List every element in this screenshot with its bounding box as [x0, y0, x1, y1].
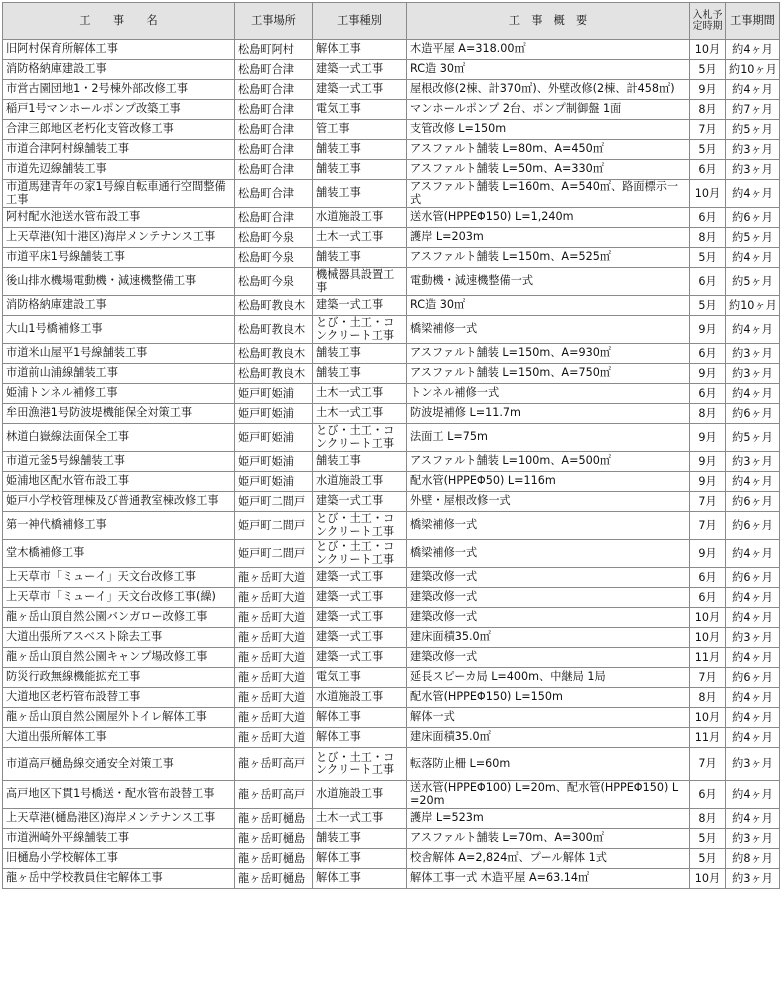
cell-location: 松島町教良木: [235, 296, 313, 316]
cell-summary: 配水管(HPPEΦ150) L=150m: [407, 688, 690, 708]
cell-bid-timing: 7月: [690, 492, 726, 512]
cell-location: 龍ヶ岳町高戸: [235, 748, 313, 781]
cell-project-name: 消防格納庫建設工事: [3, 60, 235, 80]
cell-bid-timing: 5月: [690, 849, 726, 869]
cell-summary: 転落防止柵 L=60m: [407, 748, 690, 781]
table-row: [3, 849, 780, 869]
cell-summary: 護岸 L=523m: [407, 809, 690, 829]
cell-project-name: 稲戸1号マンホールポンプ改築工事: [3, 100, 235, 120]
cell-bid-timing: 5月: [690, 140, 726, 160]
cell-project-name: 市道馬建青年の家1号線自転車通行空間整備工事: [3, 180, 235, 208]
cell-project-name: 高戸地区下貫1号橋送・配水管布設替工事: [3, 781, 235, 809]
cell-bid-timing: 10月: [690, 869, 726, 889]
cell-work-type: 舗装工事: [313, 140, 407, 160]
cell-work-type: 舗装工事: [313, 180, 407, 208]
table-row: [3, 568, 780, 588]
cell-project-name: 市道合津阿村線舗装工事: [3, 140, 235, 160]
cell-work-type: 水道施設工事: [313, 472, 407, 492]
cell-project-name: 市道米山屋平1号線舗装工事: [3, 344, 235, 364]
cell-summary: 解体一式: [407, 708, 690, 728]
cell-project-name: 大道地区老朽管布設替工事: [3, 688, 235, 708]
cell-summary: 橋梁補修一式: [407, 540, 690, 568]
cell-project-name: 旧樋島小学校解体工事: [3, 849, 235, 869]
cell-summary: 屋根改修(2棟、計370㎡)、外壁改修(2棟、計458㎡): [407, 80, 690, 100]
cell-period: 約7ヶ月: [726, 100, 780, 120]
cell-summary: 橋梁補修一式: [407, 316, 690, 344]
cell-project-name: 防災行政無線機能拡充工事: [3, 668, 235, 688]
cell-bid-timing: 6月: [690, 568, 726, 588]
table-row: [3, 512, 780, 540]
cell-bid-timing: 11月: [690, 728, 726, 748]
cell-summary: アスファルト舗装 L=160m、A=540㎡、路面標示一式: [407, 180, 690, 208]
cell-summary: アスファルト舗装 L=150m、A=930㎡: [407, 344, 690, 364]
cell-project-name: 旧阿村保育所解体工事: [3, 40, 235, 60]
cell-location: 松島町合津: [235, 180, 313, 208]
cell-project-name: 第一神代橋補修工事: [3, 512, 235, 540]
cell-summary: 支管改修 L=150m: [407, 120, 690, 140]
table-row: [3, 748, 780, 781]
cell-bid-timing: 10月: [690, 608, 726, 628]
cell-period: 約5ヶ月: [726, 424, 780, 452]
cell-bid-timing: 9月: [690, 364, 726, 384]
table-row: [3, 809, 780, 829]
cell-period: 約4ヶ月: [726, 728, 780, 748]
cell-summary: 送水管(HPPEΦ150) L=1,240m: [407, 208, 690, 228]
cell-location: 松島町今泉: [235, 248, 313, 268]
cell-period: 約6ヶ月: [726, 512, 780, 540]
cell-project-name: 龍ヶ岳山頂自然公園屋外トイレ解体工事: [3, 708, 235, 728]
cell-summary: 配水管(HPPEΦ50) L=116m: [407, 472, 690, 492]
cell-location: 松島町今泉: [235, 268, 313, 296]
cell-project-name: 合津三郎地区老朽化支管改修工事: [3, 120, 235, 140]
table-row: [3, 628, 780, 648]
cell-location: 龍ヶ岳町大道: [235, 708, 313, 728]
cell-period: 約4ヶ月: [726, 608, 780, 628]
cell-period: 約6ヶ月: [726, 568, 780, 588]
cell-work-type: 建築一式工事: [313, 296, 407, 316]
header-summary: 工 事 概 要: [407, 3, 690, 40]
table-row: [3, 648, 780, 668]
table-row: [3, 160, 780, 180]
cell-bid-timing: 10月: [690, 40, 726, 60]
cell-work-type: 建築一式工事: [313, 648, 407, 668]
cell-location: 龍ヶ岳町大道: [235, 568, 313, 588]
cell-summary: アスファルト舗装 L=80m、A=450㎡: [407, 140, 690, 160]
table-row: [3, 40, 780, 60]
table-row: [3, 384, 780, 404]
table-row: [3, 404, 780, 424]
cell-project-name: 上天草港(樋島港区)海岸メンテナンス工事: [3, 809, 235, 829]
table-row: [3, 668, 780, 688]
cell-work-type: 解体工事: [313, 869, 407, 889]
cell-work-type: 建築一式工事: [313, 608, 407, 628]
cell-work-type: 建築一式工事: [313, 568, 407, 588]
cell-period: 約4ヶ月: [726, 540, 780, 568]
cell-location: 松島町合津: [235, 100, 313, 120]
cell-period: 約3ヶ月: [726, 869, 780, 889]
cell-bid-timing: 5月: [690, 60, 726, 80]
cell-location: 松島町教良木: [235, 344, 313, 364]
cell-location: 松島町合津: [235, 120, 313, 140]
cell-project-name: 上天草港(知十港区)海岸メンテナンス工事: [3, 228, 235, 248]
cell-period: 約4ヶ月: [726, 180, 780, 208]
cell-period: 約4ヶ月: [726, 40, 780, 60]
cell-period: 約6ヶ月: [726, 208, 780, 228]
cell-work-type: 舗装工事: [313, 160, 407, 180]
table-row: [3, 248, 780, 268]
cell-bid-timing: 10月: [690, 180, 726, 208]
cell-project-name: 上天草市「ミューイ」天文台改修工事: [3, 568, 235, 588]
cell-work-type: 舗装工事: [313, 344, 407, 364]
cell-bid-timing: 7月: [690, 668, 726, 688]
cell-work-type: 建築一式工事: [313, 80, 407, 100]
cell-location: 松島町合津: [235, 60, 313, 80]
cell-project-name: 堂木橋補修工事: [3, 540, 235, 568]
cell-period: 約5ヶ月: [726, 268, 780, 296]
table-row: [3, 588, 780, 608]
cell-location: 姫戸町姫浦: [235, 452, 313, 472]
cell-period: 約3ヶ月: [726, 748, 780, 781]
cell-work-type: とび・土工・コンクリート工事: [313, 424, 407, 452]
cell-location: 龍ヶ岳町樋島: [235, 869, 313, 889]
cell-work-type: 電気工事: [313, 668, 407, 688]
cell-project-name: 龍ヶ岳山頂自然公園キャンプ場改修工事: [3, 648, 235, 668]
header-row: [3, 3, 780, 40]
cell-bid-timing: 10月: [690, 708, 726, 728]
cell-summary: 橋梁補修一式: [407, 512, 690, 540]
cell-work-type: 解体工事: [313, 849, 407, 869]
cell-location: 姫戸町姫浦: [235, 404, 313, 424]
cell-work-type: 解体工事: [313, 708, 407, 728]
table-row: [3, 708, 780, 728]
cell-project-name: 姫浦トンネル補修工事: [3, 384, 235, 404]
cell-work-type: 建築一式工事: [313, 60, 407, 80]
cell-bid-timing: 5月: [690, 248, 726, 268]
cell-location: 姫戸町二間戸: [235, 512, 313, 540]
cell-summary: アスファルト舗装 L=70m、A=300㎡: [407, 829, 690, 849]
cell-work-type: とび・土工・コンクリート工事: [313, 540, 407, 568]
cell-bid-timing: 9月: [690, 424, 726, 452]
table-row: [3, 316, 780, 344]
table-row: [3, 492, 780, 512]
cell-summary: 送水管(HPPEΦ100) L=20m、配水管(HPPEΦ150) L=20m: [407, 781, 690, 809]
cell-period: 約3ヶ月: [726, 452, 780, 472]
table-row: [3, 180, 780, 208]
cell-summary: 解体工事一式 木造平屋 A=63.14㎡: [407, 869, 690, 889]
cell-bid-timing: 9月: [690, 80, 726, 100]
cell-period: 約4ヶ月: [726, 588, 780, 608]
cell-location: 龍ヶ岳町樋島: [235, 809, 313, 829]
cell-work-type: 機械器具設置工事: [313, 268, 407, 296]
cell-work-type: 舗装工事: [313, 248, 407, 268]
table-row: [3, 688, 780, 708]
cell-bid-timing: 7月: [690, 512, 726, 540]
table-row: [3, 140, 780, 160]
cell-location: 松島町阿村: [235, 40, 313, 60]
cell-location: 松島町合津: [235, 208, 313, 228]
cell-period: 約3ヶ月: [726, 829, 780, 849]
cell-bid-timing: 5月: [690, 296, 726, 316]
cell-location: 龍ヶ岳町大道: [235, 628, 313, 648]
cell-location: 松島町今泉: [235, 228, 313, 248]
cell-location: 龍ヶ岳町樋島: [235, 849, 313, 869]
cell-summary: アスファルト舗装 L=100m、A=500㎡: [407, 452, 690, 472]
cell-summary: RC造 30㎡: [407, 60, 690, 80]
cell-summary: 防波堤補修 L=11.7m: [407, 404, 690, 424]
cell-work-type: 舗装工事: [313, 829, 407, 849]
cell-work-type: 水道施設工事: [313, 688, 407, 708]
cell-location: 姫戸町姫浦: [235, 472, 313, 492]
cell-bid-timing: 6月: [690, 588, 726, 608]
cell-work-type: とび・土工・コンクリート工事: [313, 316, 407, 344]
cell-summary: 延長スピーカ局 L=400m、中継局 1局: [407, 668, 690, 688]
cell-period: 約3ヶ月: [726, 628, 780, 648]
table-row: [3, 452, 780, 472]
cell-work-type: 解体工事: [313, 40, 407, 60]
cell-period: 約4ヶ月: [726, 708, 780, 728]
header-bid-timing: 入札予定時期: [690, 3, 726, 40]
cell-period: 約5ヶ月: [726, 120, 780, 140]
header-period: 工事期間: [726, 3, 780, 40]
cell-summary: 護岸 L=203m: [407, 228, 690, 248]
cell-project-name: 姫浦地区配水管布設工事: [3, 472, 235, 492]
cell-bid-timing: 5月: [690, 829, 726, 849]
table-row: [3, 208, 780, 228]
cell-bid-timing: 7月: [690, 748, 726, 781]
cell-bid-timing: 9月: [690, 540, 726, 568]
header-name: 工 事 名: [3, 3, 235, 40]
cell-project-name: 市道高戸樋島線交通安全対策工事: [3, 748, 235, 781]
cell-period: 約3ヶ月: [726, 140, 780, 160]
cell-period: 約3ヶ月: [726, 344, 780, 364]
cell-period: 約4ヶ月: [726, 688, 780, 708]
construction-schedule-table: [2, 2, 780, 889]
cell-period: 約4ヶ月: [726, 809, 780, 829]
cell-location: 姫戸町姫浦: [235, 424, 313, 452]
cell-summary: 建築改修一式: [407, 588, 690, 608]
cell-location: 龍ヶ岳町大道: [235, 608, 313, 628]
cell-project-name: 林道白嶽線法面保全工事: [3, 424, 235, 452]
cell-period: 約3ヶ月: [726, 160, 780, 180]
cell-bid-timing: 9月: [690, 472, 726, 492]
cell-work-type: 土木一式工事: [313, 404, 407, 424]
cell-location: 龍ヶ岳町大道: [235, 668, 313, 688]
cell-location: 姫戸町二間戸: [235, 492, 313, 512]
cell-project-name: 市道前山浦線舗装工事: [3, 364, 235, 384]
cell-summary: 校舎解体 A=2,824㎡、プール解体 1式: [407, 849, 690, 869]
cell-project-name: 大道出張所アスベスト除去工事: [3, 628, 235, 648]
cell-period: 約10ヶ月: [726, 296, 780, 316]
table-row: [3, 829, 780, 849]
cell-bid-timing: 9月: [690, 316, 726, 344]
table-row: [3, 100, 780, 120]
cell-location: 龍ヶ岳町大道: [235, 688, 313, 708]
cell-period: 約8ヶ月: [726, 849, 780, 869]
cell-bid-timing: 8月: [690, 688, 726, 708]
cell-work-type: 土木一式工事: [313, 809, 407, 829]
cell-period: 約4ヶ月: [726, 384, 780, 404]
table-row: [3, 268, 780, 296]
cell-location: 龍ヶ岳町樋島: [235, 829, 313, 849]
cell-project-name: 市営古園団地1・2号棟外部改修工事: [3, 80, 235, 100]
cell-work-type: 土木一式工事: [313, 384, 407, 404]
table-row: [3, 344, 780, 364]
cell-work-type: 建築一式工事: [313, 492, 407, 512]
cell-work-type: 建築一式工事: [313, 628, 407, 648]
cell-project-name: 大山1号橋補修工事: [3, 316, 235, 344]
cell-bid-timing: 6月: [690, 384, 726, 404]
cell-project-name: 姫戸小学校管理棟及び普通教室棟改修工事: [3, 492, 235, 512]
cell-work-type: 土木一式工事: [313, 228, 407, 248]
cell-period: 約6ヶ月: [726, 668, 780, 688]
table-row: [3, 424, 780, 452]
cell-location: 龍ヶ岳町高戸: [235, 781, 313, 809]
cell-summary: マンホールポンプ 2台、ポンプ制御盤 1面: [407, 100, 690, 120]
cell-project-name: 市道先辺線舗装工事: [3, 160, 235, 180]
table-row: [3, 472, 780, 492]
cell-summary: RC造 30㎡: [407, 296, 690, 316]
cell-bid-timing: 11月: [690, 648, 726, 668]
cell-summary: 建床面積35.0㎡: [407, 728, 690, 748]
cell-project-name: 市道元釜5号線舗装工事: [3, 452, 235, 472]
cell-summary: 外壁・屋根改修一式: [407, 492, 690, 512]
cell-project-name: 市道平床1号線舗装工事: [3, 248, 235, 268]
table-row: [3, 296, 780, 316]
cell-summary: 建床面積35.0㎡: [407, 628, 690, 648]
cell-location: 姫戸町二間戸: [235, 540, 313, 568]
cell-project-name: 市道洲崎外平線舗装工事: [3, 829, 235, 849]
cell-project-name: 龍ヶ岳中学校教員住宅解体工事: [3, 869, 235, 889]
cell-work-type: 解体工事: [313, 728, 407, 748]
cell-summary: アスファルト舗装 L=50m、A=330㎡: [407, 160, 690, 180]
cell-summary: アスファルト舗装 L=150m、A=750㎡: [407, 364, 690, 384]
cell-bid-timing: 8月: [690, 100, 726, 120]
table-row: [3, 869, 780, 889]
cell-period: 約4ヶ月: [726, 248, 780, 268]
cell-bid-timing: 10月: [690, 628, 726, 648]
table-row: [3, 608, 780, 628]
cell-summary: トンネル補修一式: [407, 384, 690, 404]
cell-period: 約4ヶ月: [726, 316, 780, 344]
cell-location: 姫戸町姫浦: [235, 384, 313, 404]
cell-work-type: 建築一式工事: [313, 588, 407, 608]
cell-work-type: 電気工事: [313, 100, 407, 120]
table-row: [3, 781, 780, 809]
cell-period: 約3ヶ月: [726, 364, 780, 384]
table-row: [3, 60, 780, 80]
cell-period: 約10ヶ月: [726, 60, 780, 80]
cell-period: 約4ヶ月: [726, 80, 780, 100]
cell-location: 龍ヶ岳町大道: [235, 728, 313, 748]
cell-period: 約6ヶ月: [726, 492, 780, 512]
table-row: [3, 80, 780, 100]
cell-project-name: 阿村配水池送水管布設工事: [3, 208, 235, 228]
cell-bid-timing: 9月: [690, 452, 726, 472]
cell-location: 松島町合津: [235, 140, 313, 160]
cell-summary: 法面工 L=75m: [407, 424, 690, 452]
cell-work-type: とび・土工・コンクリート工事: [313, 748, 407, 781]
cell-summary: 木造平屋 A=318.00㎡: [407, 40, 690, 60]
cell-summary: 建築改修一式: [407, 568, 690, 588]
cell-summary: アスファルト舗装 L=150m、A=525㎡: [407, 248, 690, 268]
header-type: 工事種別: [313, 3, 407, 40]
cell-bid-timing: 7月: [690, 120, 726, 140]
cell-project-name: 大道出張所解体工事: [3, 728, 235, 748]
cell-period: 約4ヶ月: [726, 648, 780, 668]
cell-location: 松島町教良木: [235, 316, 313, 344]
cell-period: 約6ヶ月: [726, 404, 780, 424]
cell-period: 約5ヶ月: [726, 228, 780, 248]
cell-bid-timing: 6月: [690, 344, 726, 364]
cell-location: 松島町教良木: [235, 364, 313, 384]
cell-work-type: 水道施設工事: [313, 781, 407, 809]
table-row: [3, 728, 780, 748]
cell-bid-timing: 6月: [690, 781, 726, 809]
cell-period: 約4ヶ月: [726, 781, 780, 809]
header-place: 工事場所: [235, 3, 313, 40]
cell-location: 龍ヶ岳町大道: [235, 588, 313, 608]
cell-work-type: 管工事: [313, 120, 407, 140]
cell-location: 松島町合津: [235, 80, 313, 100]
cell-bid-timing: 8月: [690, 809, 726, 829]
cell-bid-timing: 6月: [690, 268, 726, 296]
cell-summary: 建築改修一式: [407, 608, 690, 628]
cell-period: 約4ヶ月: [726, 472, 780, 492]
cell-project-name: 消防格納庫建設工事: [3, 296, 235, 316]
cell-work-type: 水道施設工事: [313, 208, 407, 228]
cell-project-name: 牟田漁港1号防波堤機能保全対策工事: [3, 404, 235, 424]
cell-bid-timing: 8月: [690, 228, 726, 248]
cell-bid-timing: 8月: [690, 404, 726, 424]
cell-work-type: 舗装工事: [313, 452, 407, 472]
cell-work-type: とび・土工・コンクリート工事: [313, 512, 407, 540]
table-row: [3, 540, 780, 568]
table-row: [3, 364, 780, 384]
cell-bid-timing: 6月: [690, 160, 726, 180]
cell-location: 松島町合津: [235, 160, 313, 180]
cell-project-name: 上天草市「ミューイ」天文台改修工事(繰): [3, 588, 235, 608]
cell-project-name: 後山排水機場電動機・減速機整備工事: [3, 268, 235, 296]
cell-project-name: 龍ヶ岳山頂自然公園バンガロー改修工事: [3, 608, 235, 628]
cell-work-type: 舗装工事: [313, 364, 407, 384]
cell-location: 龍ヶ岳町大道: [235, 648, 313, 668]
cell-summary: 電動機・減速機整備一式: [407, 268, 690, 296]
table-row: [3, 228, 780, 248]
cell-bid-timing: 6月: [690, 208, 726, 228]
table-row: [3, 120, 780, 140]
cell-summary: 建築改修一式: [407, 648, 690, 668]
